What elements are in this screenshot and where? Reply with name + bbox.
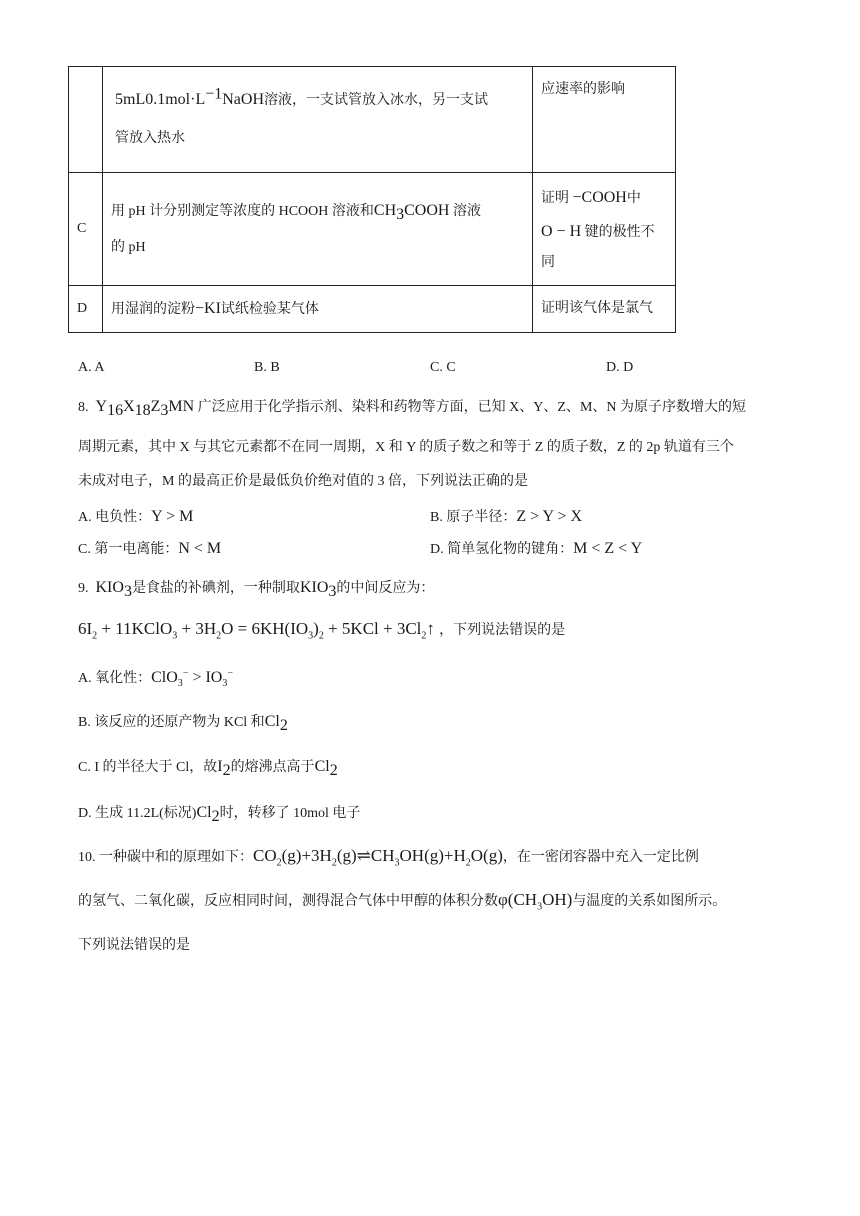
q8-option-a: A. 电负性：Y > M	[78, 508, 194, 525]
procedure-cell: 用 pH 计分别测定等浓度的 HCOOH 溶液和$CH_3COOH$ 溶液 的 pH	[103, 173, 533, 286]
q8-option-b: B. 原子半径：Z > Y > X	[430, 508, 583, 525]
q9-option-c: C. I 的半径大于 Cl，故$I_2$的熔沸点高于$Cl_2$	[78, 758, 338, 779]
table-row	[69, 173, 676, 286]
q9-equation: $6I_2$ + 11KClO$_3$ + $3H_2O = 6KH(IO_3)_2 + 5KCl$ + $3Cl_2↑$ ，下列说法错误的是	[78, 619, 566, 642]
procedure-cell: $5mL0.1mol\cdot L^{-1}NaOH$溶液，一支试管放入冰水，另一支试 管放入热水	[103, 67, 533, 173]
q10-stem-line1: 10. 一种碳中和的原理如下：$CO_2(g)+3H_2(g)\rightleftharpoons CH_3OH(g)+H_2O(g)$，在一密闭容器中充入一定比例	[78, 846, 699, 869]
row-label: C	[69, 173, 103, 286]
q7-option-c: C. C	[430, 360, 456, 375]
equilibrium-arrow-icon: ⇌	[356, 846, 371, 865]
q9-option-b: B. 该反应的还原产物为 KCl 和$Cl_2$	[78, 713, 288, 734]
q7-option-a: A. A	[78, 360, 105, 375]
q7-option-b: B. B	[254, 360, 280, 375]
table-row	[69, 286, 676, 333]
gas-arrow-icon: ↑	[426, 619, 435, 638]
q10-stem-line3: 下列说法错误的是	[78, 938, 190, 953]
q8-option-d: D. 简单氢化物的键角：M < Z < Y	[430, 540, 643, 557]
purpose-cell: 证明该气体是氯气	[533, 286, 676, 333]
q9-stem-line1: 9. $KIO_3$是食盐的补碘剂，一种制取$KIO_3$的中间反应为：	[78, 579, 435, 600]
experiment-table	[68, 66, 676, 333]
q9-option-d: D. 生成 11.2L(标况)$Cl_2$时，转移了 10mol 电子	[78, 804, 361, 825]
q8-option-c: C. 第一电离能：N < M	[78, 540, 222, 557]
q8-stem-line2: 周期元素，其中 X 与其它元素都不在同一周期，X 和 Y 的质子数之和等于 Z 的质子数，Z 的 2p 轨道有三个	[78, 440, 734, 455]
procedure-cell: 用湿润的淀粉−KI试纸检验某气体	[103, 286, 533, 333]
table-row	[69, 67, 676, 173]
row-label: D	[69, 286, 103, 333]
purpose-cell: 应速率的影响	[533, 67, 676, 173]
row-label	[69, 67, 103, 173]
q10-stem-line2: 的氢气、二氧化碳，反应相同时间，测得混合气体中甲醇的体积分数$\varphi(CH_3OH)$与温度的关系如图所示。	[78, 890, 727, 913]
purpose-cell: 证明 −COOH中 O − H 键的极性不 同	[533, 173, 676, 286]
q8-stem-line3: 未成对电子，M 的最高正价是最低负价绝对值的 3 倍，下列说法正确的是	[78, 474, 528, 489]
q8-stem-line1: 8. $Y_{16}X_{18}Z_3MN$ 广泛应用于化学指示剂、染料和药物等方面，已知 X、Y、Z、M、N 为原子序数增大的短	[78, 398, 747, 419]
q9-option-a: A. 氧化性：$ClO_3^- > IO_3^-$	[78, 667, 233, 690]
q7-option-d: D. D	[606, 360, 634, 375]
